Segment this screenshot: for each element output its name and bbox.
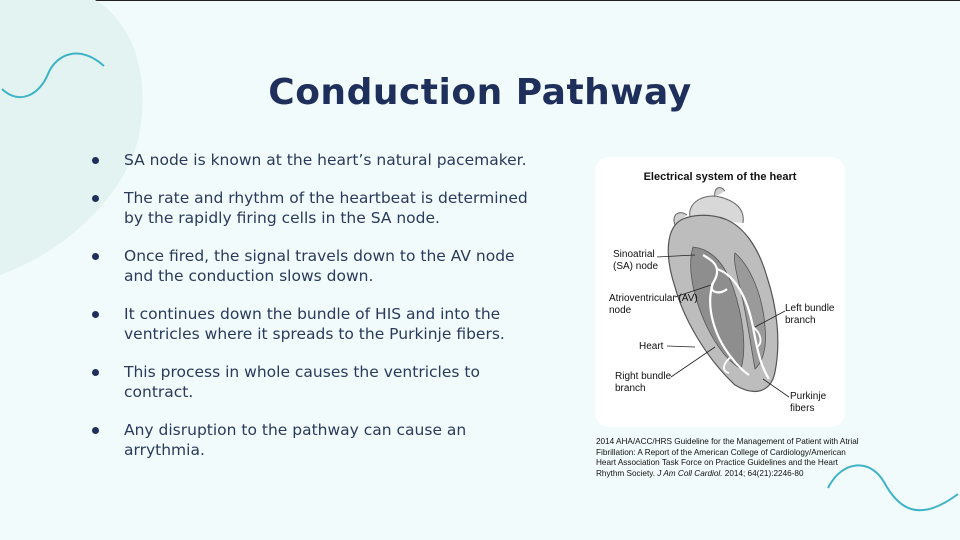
citation-ref: 2014; 64(21):2246-80: [724, 468, 804, 478]
figure-citation: [596, 437, 866, 479]
bullet-text: This process in whole causes the ventricles to contract.: [124, 363, 480, 401]
label-heart: Heart: [639, 341, 664, 352]
citation-journal: J Am Coll Cardiol.: [657, 468, 723, 478]
bullet-item: [90, 188, 540, 228]
bullet-dot: [92, 369, 99, 376]
bullet-item: [90, 362, 540, 402]
bullet-dot: [92, 157, 99, 164]
bullet-item: [90, 304, 540, 344]
figure-title: Electrical system of the heart: [643, 171, 797, 183]
citation-text: 2014 AHA/ACC/HRS Guideline for the Management of Patient with Atrial Fibrillation: A Report of the American College of Cardiology/American Heart Association Task Force on Practice Guidelines and the Heart Rhythm Society.: [596, 437, 859, 478]
label-right-bundle-branch: Right bundle branch: [615, 371, 672, 394]
bullet-dot: [92, 427, 99, 434]
bullet-list: [90, 150, 540, 478]
label-purkinje-fibers: Purkinje fibers: [790, 391, 827, 414]
bullet-item: [90, 150, 540, 170]
heart-diagram-figure: [595, 157, 845, 427]
bullet-dot: [92, 195, 99, 202]
bullet-dot: [92, 311, 99, 318]
label-sa-node: Sinoatrial (SA) node: [613, 249, 659, 272]
label-left-bundle-branch: Left bundle branch: [785, 303, 835, 326]
slide-title: Conduction Pathway: [268, 72, 692, 113]
bullet-text: It continues down the bundle of HIS and into the ventricles where it spreads to the Purkinje fibers.: [124, 305, 505, 343]
bullet-text: SA node is known at the heart’s natural pacemaker.: [124, 151, 527, 169]
bullet-text: The rate and rhythm of the heartbeat is determined by the rapidly firing cells in the SA node.: [124, 189, 528, 227]
bullet-item: [90, 420, 540, 460]
bullet-text: Once fired, the signal travels down to the AV node and the conduction slows down.: [124, 247, 515, 285]
label-av-node: Atrioventricular (AV) node: [609, 293, 698, 316]
bullet-item: [90, 246, 540, 286]
bullet-text: Any disruption to the pathway can cause an arrythmia.: [124, 421, 467, 459]
bullet-dot: [92, 253, 99, 260]
